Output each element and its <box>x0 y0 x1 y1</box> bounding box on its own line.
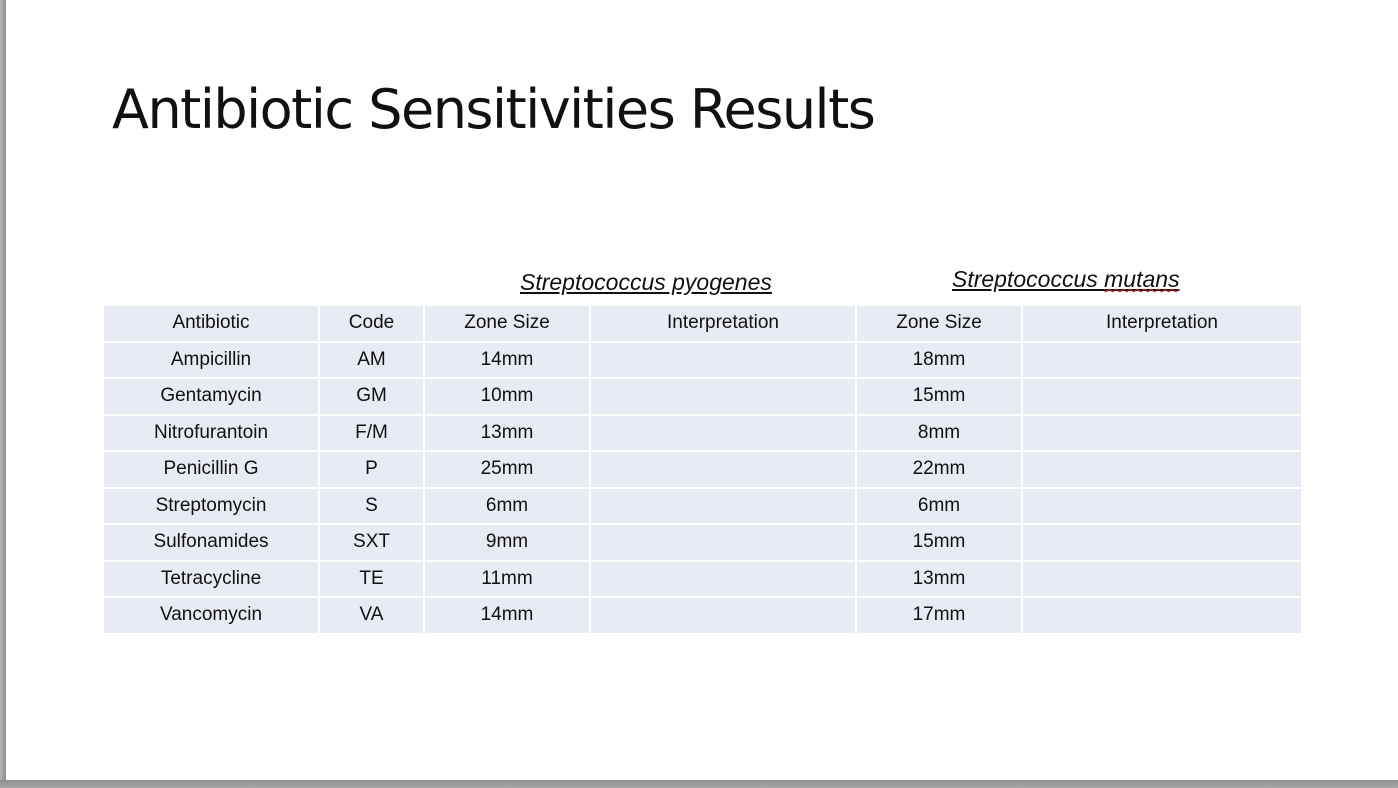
cell-mutans-interpretation[interactable] <box>1022 524 1302 561</box>
cell-antibiotic[interactable]: Penicillin G <box>103 451 319 488</box>
cell-mutans-interpretation[interactable] <box>1022 378 1302 415</box>
results-table[interactable] <box>102 306 1303 635</box>
cell-antibiotic[interactable]: Streptomycin <box>103 488 319 525</box>
cell-mutans-zone-size[interactable]: 6mm <box>856 488 1022 525</box>
cell-mutans-interpretation[interactable] <box>1022 597 1302 634</box>
cell-antibiotic[interactable]: Gentamycin <box>103 378 319 415</box>
cell-mutans-zone-size[interactable]: 22mm <box>856 451 1022 488</box>
table-row <box>103 561 1302 598</box>
species-mutans-genus: Streptococcus <box>952 266 1105 292</box>
cell-pyogenes-zone-size[interactable]: 25mm <box>424 451 590 488</box>
window-bottom-edge <box>0 780 1398 788</box>
cell-pyogenes-zone-size[interactable]: 13mm <box>424 415 590 452</box>
table-row <box>103 451 1302 488</box>
cell-pyogenes-interpretation[interactable] <box>590 524 856 561</box>
header-cell-mutans-zone-size[interactable]: Zone Size <box>856 306 1022 342</box>
cell-pyogenes-zone-size[interactable]: 9mm <box>424 524 590 561</box>
cell-pyogenes-zone-size[interactable]: 10mm <box>424 378 590 415</box>
spellcheck-flagged-word[interactable]: mutans <box>1104 266 1180 292</box>
cell-antibiotic[interactable]: Nitrofurantoin <box>103 415 319 452</box>
cell-code[interactable]: GM <box>319 378 424 415</box>
header-cell-antibiotic[interactable]: Antibiotic <box>103 306 319 342</box>
cell-antibiotic[interactable]: Vancomycin <box>103 597 319 634</box>
table-row <box>103 597 1302 634</box>
table-row <box>103 488 1302 525</box>
cell-pyogenes-interpretation[interactable] <box>590 488 856 525</box>
slide-canvas[interactable] <box>6 0 1398 780</box>
cell-pyogenes-interpretation[interactable] <box>590 561 856 598</box>
header-cell-pyogenes-interpretation[interactable]: Interpretation <box>590 306 856 342</box>
header-cell-code[interactable]: Code <box>319 306 424 342</box>
cell-mutans-zone-size[interactable]: 17mm <box>856 597 1022 634</box>
cell-code[interactable]: F/M <box>319 415 424 452</box>
cell-mutans-zone-size[interactable]: 15mm <box>856 378 1022 415</box>
cell-pyogenes-interpretation[interactable] <box>590 378 856 415</box>
cell-pyogenes-zone-size[interactable]: 14mm <box>424 342 590 379</box>
header-cell-mutans-interpretation[interactable]: Interpretation <box>1022 306 1302 342</box>
cell-pyogenes-interpretation[interactable] <box>590 451 856 488</box>
cell-mutans-interpretation[interactable] <box>1022 561 1302 598</box>
cell-pyogenes-interpretation[interactable] <box>590 415 856 452</box>
cell-antibiotic[interactable]: Sulfonamides <box>103 524 319 561</box>
cell-mutans-interpretation[interactable] <box>1022 488 1302 525</box>
cell-code[interactable]: AM <box>319 342 424 379</box>
cell-mutans-zone-size[interactable]: 15mm <box>856 524 1022 561</box>
table-row <box>103 342 1302 379</box>
cell-mutans-interpretation[interactable] <box>1022 342 1302 379</box>
species-header-pyogenes[interactable]: Streptococcus pyogenes <box>520 269 772 295</box>
cell-code[interactable]: TE <box>319 561 424 598</box>
cell-mutans-zone-size[interactable]: 18mm <box>856 342 1022 379</box>
cell-code[interactable]: S <box>319 488 424 525</box>
table-row <box>103 378 1302 415</box>
cell-mutans-interpretation[interactable] <box>1022 415 1302 452</box>
cell-code[interactable]: VA <box>319 597 424 634</box>
header-cell-pyogenes-zone-size[interactable]: Zone Size <box>424 306 590 342</box>
cell-pyogenes-zone-size[interactable]: 14mm <box>424 597 590 634</box>
table-row <box>103 524 1302 561</box>
cell-antibiotic[interactable]: Ampicillin <box>103 342 319 379</box>
table-row <box>103 415 1302 452</box>
cell-mutans-zone-size[interactable]: 8mm <box>856 415 1022 452</box>
cell-pyogenes-interpretation[interactable] <box>590 597 856 634</box>
cell-antibiotic[interactable]: Tetracycline <box>103 561 319 598</box>
cell-code[interactable]: P <box>319 451 424 488</box>
cell-pyogenes-zone-size[interactable]: 11mm <box>424 561 590 598</box>
slide-title[interactable]: Antibiotic Sensitivities Results <box>112 78 875 141</box>
cell-mutans-interpretation[interactable] <box>1022 451 1302 488</box>
cell-pyogenes-interpretation[interactable] <box>590 342 856 379</box>
cell-mutans-zone-size[interactable]: 13mm <box>856 561 1022 598</box>
table-header-row <box>103 306 1302 342</box>
species-header-mutans[interactable] <box>952 266 1180 293</box>
cell-pyogenes-zone-size[interactable]: 6mm <box>424 488 590 525</box>
cell-code[interactable]: SXT <box>319 524 424 561</box>
